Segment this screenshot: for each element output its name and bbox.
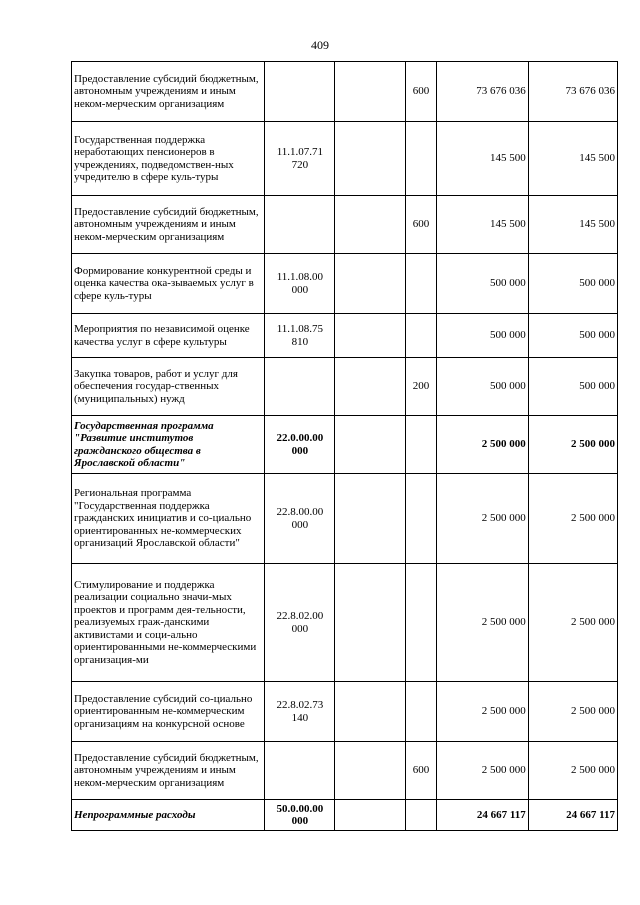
row-sum-1: 2 500 000 xyxy=(437,682,528,742)
table-row xyxy=(72,416,618,474)
row-code xyxy=(265,742,335,800)
row-code xyxy=(265,196,335,254)
row-empty xyxy=(335,358,405,416)
row-code xyxy=(265,358,335,416)
row-name: Государственная программа "Развитие институтов гражданского общества в Ярославской области" xyxy=(72,416,265,474)
table-row xyxy=(72,682,618,742)
row-name: Региональная программа "Государственная поддержка гражданских инициатив и со-циально ориентированных не-коммерческих организаций Ярославской области" xyxy=(72,474,265,564)
row-empty xyxy=(335,564,405,682)
row-code xyxy=(265,62,335,122)
page-number: 409 xyxy=(311,38,329,52)
row-name: Формирование конкурентной среды и оценка качества ока-зываемых услуг в сфере куль-туры xyxy=(72,254,265,314)
table-row xyxy=(72,314,618,358)
row-expense-type xyxy=(405,314,437,358)
row-name: Непрограммные расходы xyxy=(72,800,265,831)
row-expense-type: 600 xyxy=(405,742,437,800)
row-empty xyxy=(335,314,405,358)
row-empty xyxy=(335,742,405,800)
row-empty xyxy=(335,682,405,742)
row-sum-2: 2 500 000 xyxy=(528,564,617,682)
budget-table-body xyxy=(72,62,618,831)
row-name: Мероприятия по независимой оценке качества услуг в сфере культуры xyxy=(72,314,265,358)
row-sum-2: 145 500 xyxy=(528,196,617,254)
row-expense-type xyxy=(405,682,437,742)
row-expense-type xyxy=(405,800,437,831)
table-row xyxy=(72,742,618,800)
budget-table xyxy=(71,61,618,831)
row-expense-type xyxy=(405,564,437,682)
table-row xyxy=(72,196,618,254)
table-row xyxy=(72,358,618,416)
table-row xyxy=(72,800,618,831)
table-row xyxy=(72,122,618,196)
row-sum-2: 2 500 000 xyxy=(528,416,617,474)
row-sum-2: 500 000 xyxy=(528,314,617,358)
row-sum-1: 2 500 000 xyxy=(437,474,528,564)
row-expense-type xyxy=(405,474,437,564)
row-code: 22.8.00.00 000 xyxy=(265,474,335,564)
row-sum-2: 500 000 xyxy=(528,254,617,314)
row-name: Государственная поддержка неработающих пенсионеров в учреждениях, подведомствен-ных учредителю в сфере куль-туры xyxy=(72,122,265,196)
row-empty xyxy=(335,254,405,314)
row-sum-1: 73 676 036 xyxy=(437,62,528,122)
row-name: Предоставление субсидий бюджетным, автономным учреждениям и иным неком-мерческим организациям xyxy=(72,742,265,800)
table-row xyxy=(72,254,618,314)
row-empty xyxy=(335,62,405,122)
row-sum-1: 2 500 000 xyxy=(437,742,528,800)
row-empty xyxy=(335,800,405,831)
row-sum-1: 500 000 xyxy=(437,314,528,358)
row-name: Предоставление субсидий со-циально ориентированным не-коммерческим организациям на конкурсной основе xyxy=(72,682,265,742)
table-row xyxy=(72,62,618,122)
row-sum-1: 24 667 117 xyxy=(437,800,528,831)
row-code: 22.8.02.00 000 xyxy=(265,564,335,682)
row-code: 22.0.00.00 000 xyxy=(265,416,335,474)
row-sum-2: 2 500 000 xyxy=(528,474,617,564)
row-sum-2: 73 676 036 xyxy=(528,62,617,122)
row-sum-1: 2 500 000 xyxy=(437,564,528,682)
row-sum-1: 500 000 xyxy=(437,358,528,416)
row-name: Стимулирование и поддержка реализации социально значи-мых проектов и программ дея-тельности, реализуемых граж-данскими активистами и соци-ально ориентированными не-коммерческими организация-ми xyxy=(72,564,265,682)
row-expense-type: 600 xyxy=(405,62,437,122)
row-name: Закупка товаров, работ и услуг для обеспечения государ-ственных (муниципальных) нужд xyxy=(72,358,265,416)
row-sum-2: 2 500 000 xyxy=(528,742,617,800)
row-code: 11.1.08.75 810 xyxy=(265,314,335,358)
row-empty xyxy=(335,122,405,196)
row-empty xyxy=(335,416,405,474)
table-row xyxy=(72,474,618,564)
row-sum-1: 2 500 000 xyxy=(437,416,528,474)
row-code: 11.1.08.00 000 xyxy=(265,254,335,314)
row-sum-2: 24 667 117 xyxy=(528,800,617,831)
row-name: Предоставление субсидий бюджетным, автономным учреждениям и иным неком-мерческим организациям xyxy=(72,62,265,122)
row-name: Предоставление субсидий бюджетным, автономным учреждениям и иным неком-мерческим организациям xyxy=(72,196,265,254)
table-row xyxy=(72,564,618,682)
row-empty xyxy=(335,196,405,254)
row-expense-type xyxy=(405,416,437,474)
row-expense-type: 600 xyxy=(405,196,437,254)
row-code: 22.8.02.73 140 xyxy=(265,682,335,742)
row-code: 50.0.00.00 000 xyxy=(265,800,335,831)
row-expense-type xyxy=(405,122,437,196)
row-code: 11.1.07.71 720 xyxy=(265,122,335,196)
row-sum-2: 145 500 xyxy=(528,122,617,196)
row-empty xyxy=(335,474,405,564)
row-sum-1: 145 500 xyxy=(437,196,528,254)
row-sum-2: 2 500 000 xyxy=(528,682,617,742)
row-expense-type xyxy=(405,254,437,314)
row-sum-1: 145 500 xyxy=(437,122,528,196)
row-expense-type: 200 xyxy=(405,358,437,416)
row-sum-1: 500 000 xyxy=(437,254,528,314)
row-sum-2: 500 000 xyxy=(528,358,617,416)
